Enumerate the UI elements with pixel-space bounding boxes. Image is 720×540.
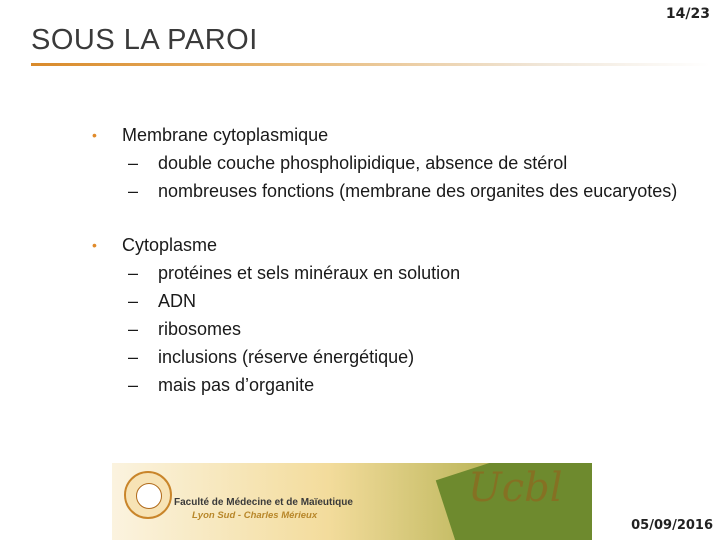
faculty-campus: Lyon Sud - Charles Mérieux [192, 510, 318, 521]
sub-item-text: mais pas d’organite [158, 375, 315, 395]
faculty-seal-icon [124, 471, 172, 519]
page-number: 14/23 [665, 6, 710, 22]
dash-icon: – [128, 181, 139, 201]
sub-item-text: ADN [158, 291, 197, 311]
slide-date: 05/09/2016 [631, 518, 713, 533]
sub-item [92, 372, 692, 398]
dash-icon: – [128, 319, 139, 339]
title-underline [31, 63, 710, 66]
sub-item-text: inclusions (réserve énergétique) [158, 347, 415, 367]
bullet-dot-icon: • [92, 237, 97, 253]
bullet-cytoplasme [92, 232, 692, 258]
sub-item [92, 316, 692, 342]
dash-icon: – [128, 375, 139, 395]
sub-item [92, 150, 692, 176]
sub-item [92, 178, 692, 204]
sub-item-text: ribosomes [158, 319, 242, 339]
dash-icon: – [128, 347, 139, 367]
sub-item-text: protéines et sels minéraux en solution [158, 263, 461, 283]
ucbl-monogram: Ucbl [468, 465, 563, 511]
slide-content [92, 122, 692, 398]
faculty-banner [112, 463, 592, 540]
sub-item [92, 344, 692, 370]
dash-icon: – [128, 291, 139, 311]
bullet-dot-icon: • [92, 127, 97, 143]
bullet-membrane [92, 122, 692, 148]
sub-item [92, 260, 692, 286]
sub-item-text: double couche phospholipidique, absence de stérol [158, 153, 568, 173]
sub-item-text: nombreuses fonctions (membrane des organites des eucaryotes) [158, 181, 678, 201]
faculty-name: Faculté de Médecine et de Maïeutique [174, 497, 353, 508]
bullet-heading: Cytoplasme [122, 235, 218, 255]
dash-icon: – [128, 263, 139, 283]
dash-icon: – [128, 153, 139, 173]
sub-item [92, 288, 692, 314]
bullet-heading: Membrane cytoplasmique [122, 125, 329, 145]
slide-title: SOUS LA PAROI [31, 24, 258, 56]
